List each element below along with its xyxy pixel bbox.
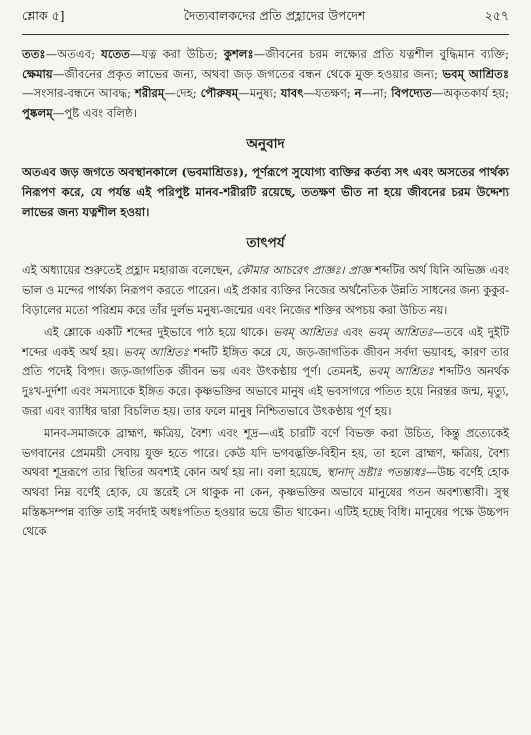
word-for-word-synonyms: ততঃ—অতএব; যতেত—যত্ন করা উচিত; কুশলঃ—জীবনের চরম লক্ষ্যের প্রতি যত্নশীল বুদ্ধিমান ব্যক্তি; ক্ষেমায়—জীবনের প্রকৃত লাভের জন্য, অথবা জড় জগতের বন্ধন থেকে মুক্ত হওয়ার জন্য; ভবম্ আশ্রিতঃ—সংসার-বন্ধনে আবদ্ধ; শরীরম্—দেহ; পৌরুষম্—মনুষ্য; যাবৎ—যতক্ষণ; ন—না; বিপদ্যেত—অকৃতকার্য হয়; পুষ্কলম্—পুষ্ট এবং বলিষ্ঠ। [22, 47, 510, 120]
purport-heading: তাৎপর্য [246, 235, 285, 252]
purport-text: এই শ্লোকে একটি শব্দের দুইভাবে পাঠ হয়ে থাকে। [44, 326, 273, 340]
purport-paragraph [22, 323, 509, 421]
page-number: ২৫৭ [484, 8, 509, 23]
purport-text: —তবে এই দুইটি শব্দের একই অর্থ হয়। [22, 326, 509, 359]
synonym-term: যাবৎ [280, 86, 304, 101]
purport-text: শব্দটির অর্থ যিনি অভিজ্ঞ এবং ভাল ও মন্দের পার্থক্য নিরূপণ করতে পারেন। এই প্রকার ব্যক্তির নিজের অর্থনৈতিক উন্নতি সাধনের জন্য কুকুর-বিড়ালের মতো পরিশ্রম করে তাঁর দুর্লভ মনুষ্য-জন্মের এবং নিজের শক্তির অপচয় করা উচিত নয়। [22, 264, 510, 317]
sanskrit-term: ভবম্ আশ্রিতঃ [367, 326, 433, 340]
sanskrit-quote: স্থানাদ্ ভ্রষ্টাঃ পতন্ত্যধঃ [326, 466, 426, 480]
purport-text: —উচ্চ বর্ণেই হোক অথবা নিম্ন বর্ণেই হোক, যে স্তরেই সে থাকুক না কেন, কৃষ্ণভক্তির অভাবে মানুষের পতন অবশ্যম্ভাবী। সুস্থ মস্তিষ্কসম্পন্ন ব্যক্তি তাই সর্বদাই অধঃপতিত হওয়ার ভয়ে ভীত থাকেন। এটিই হচ্ছে বিধি। মানুষের পক্ষে উচ্চপদ থেকে [22, 466, 509, 539]
synonym-term: ততঃ [22, 47, 46, 61]
chapter-title: দৈত্যবালকদের প্রতি প্রহ্লাদের উপদেশ [183, 8, 366, 23]
synonym-meaning: পুষ্ট এবং বলিষ্ঠ। [64, 105, 137, 120]
synonym-term: শরীরম্ [134, 86, 165, 101]
sanskrit-term: ভবম্ আশ্রিতঃ [272, 326, 338, 340]
synonym-meaning: মনুষ্য; [249, 86, 281, 101]
synonym-term: যতেত [101, 47, 130, 61]
purport-text: শব্দটিও অনর্থক দুঃখ-দুর্দশা এবং সমস্যাকে ইঙ্গিত করে। কৃষ্ণভক্তির অভাবে মানুষ এই ভবসাগরে পতিত হয়ে নিরন্তর জন্ম, মৃত্যু, জরা এবং ব্যাধির দ্বারা বিচলিত হয়। তার ফলে মানুষ নিশ্চিতভাবে উৎকণ্ঠায় পূর্ণ হয়। [22, 365, 510, 418]
synonym-meaning: অতএব; [57, 47, 102, 61]
purport-text: শব্দটি ইঙ্গিত করে যে, জড়-জাগতিক জীবন সর্বদা ভয়াবহ, কারণ তার প্রতি পদেই বিপদ। জড়-জাগতিক জীবন ভয় এবং উৎকণ্ঠায় পূর্ণ। তেমনই, [22, 345, 509, 379]
synonym-meaning: না; [373, 86, 392, 101]
synonym-term: বিপদ্যেত [391, 86, 432, 101]
synonym-meaning: অকৃতকার্য হয়; [443, 86, 510, 101]
synonym-meaning: যত্ন করা উচিত; [141, 47, 224, 61]
purport-paragraph [22, 424, 509, 542]
synonym-term: পৌরুষম্ [200, 86, 239, 101]
synonym-term: ক্ষেমায় [22, 66, 53, 81]
purport-text: মানব-সমাজকে ব্রাহ্মণ, ক্ষত্রিয়, বৈশ্য এবং শূদ্র—এই চারটি বর্ণে বিভক্ত করা উচিত, কিন্তু প্রত্যেকেই ভগবানের প্রেমময়ী সেবায় যুক্ত হতে পারে। কেউ যদি ভগবদ্ভক্তি-বিহীন হয়, তা হলে ব্রাহ্মণ, ক্ষত্রিয়, বৈশ্য অথবা শূদ্ররূপে তার স্থিতির অবশ্যই কোন অর্থ হয় না। বলা হয়েছে, [22, 427, 510, 480]
synonym-meaning: দেহ; [175, 86, 201, 101]
translation-text: অতএব জড় জগতে অবস্থানকালে (ভবমাশ্রিতঃ), পূর্ণরূপে সুযোগ্য ব্যক্তির কর্তব্য সৎ এবং অসতের পার্থক্য নিরূপণ করে, যে পর্যন্ত এই পরিপুষ্ট মানব-শরীরটি রয়েছে, ততক্ষণ ভীত না হয়ে জীবনের চরম উদ্দেশ্য লাভের জন্য যত্নশীল হওয়া। [22, 165, 509, 220]
sanskrit-term: প্রাজ্ঞ [348, 264, 371, 278]
synonym-term: পুষ্কলম্ [22, 105, 53, 120]
purport-paragraph [22, 261, 509, 320]
synonym-meaning: সংসার-বন্ধনে আবদ্ধ; [33, 86, 135, 101]
sanskrit-term: ভবম্ আশ্রিতঃ [123, 345, 189, 359]
purport-body [22, 261, 509, 541]
synonym-term: কুশলঃ [223, 47, 254, 61]
page-header [22, 8, 509, 35]
synonym-term: ভবম্ আশ্রিতঃ [442, 66, 510, 81]
purport-text: এই অধ্যায়ের শুরুতেই প্রহ্লাদ মহারাজ বলেছেন, [22, 264, 237, 278]
synonym-meaning: যতক্ষণ; [315, 86, 355, 101]
synonym-meaning: জীবনের চরম লক্ষ্যের প্রতি যত্নশীল বুদ্ধিমান ব্যক্তি; [265, 47, 509, 61]
purport-text: এবং [337, 326, 368, 340]
verse-reference: শ্লোক ৫] [22, 8, 65, 23]
sanskrit-quote: কৌমার আচরেৎ প্রাজ্ঞঃ। [236, 264, 345, 278]
translation-heading: অনুবাদ [246, 136, 285, 153]
synonym-meaning: জীবনের প্রকৃত লাভের জন্য, অথবা জড় জগতের বন্ধন থেকে মুক্ত হওয়ার জন্য; [64, 66, 443, 81]
synonym-term: ন [354, 86, 362, 101]
sanskrit-term: ভবম্ আশ্রিতঃ [367, 365, 434, 379]
